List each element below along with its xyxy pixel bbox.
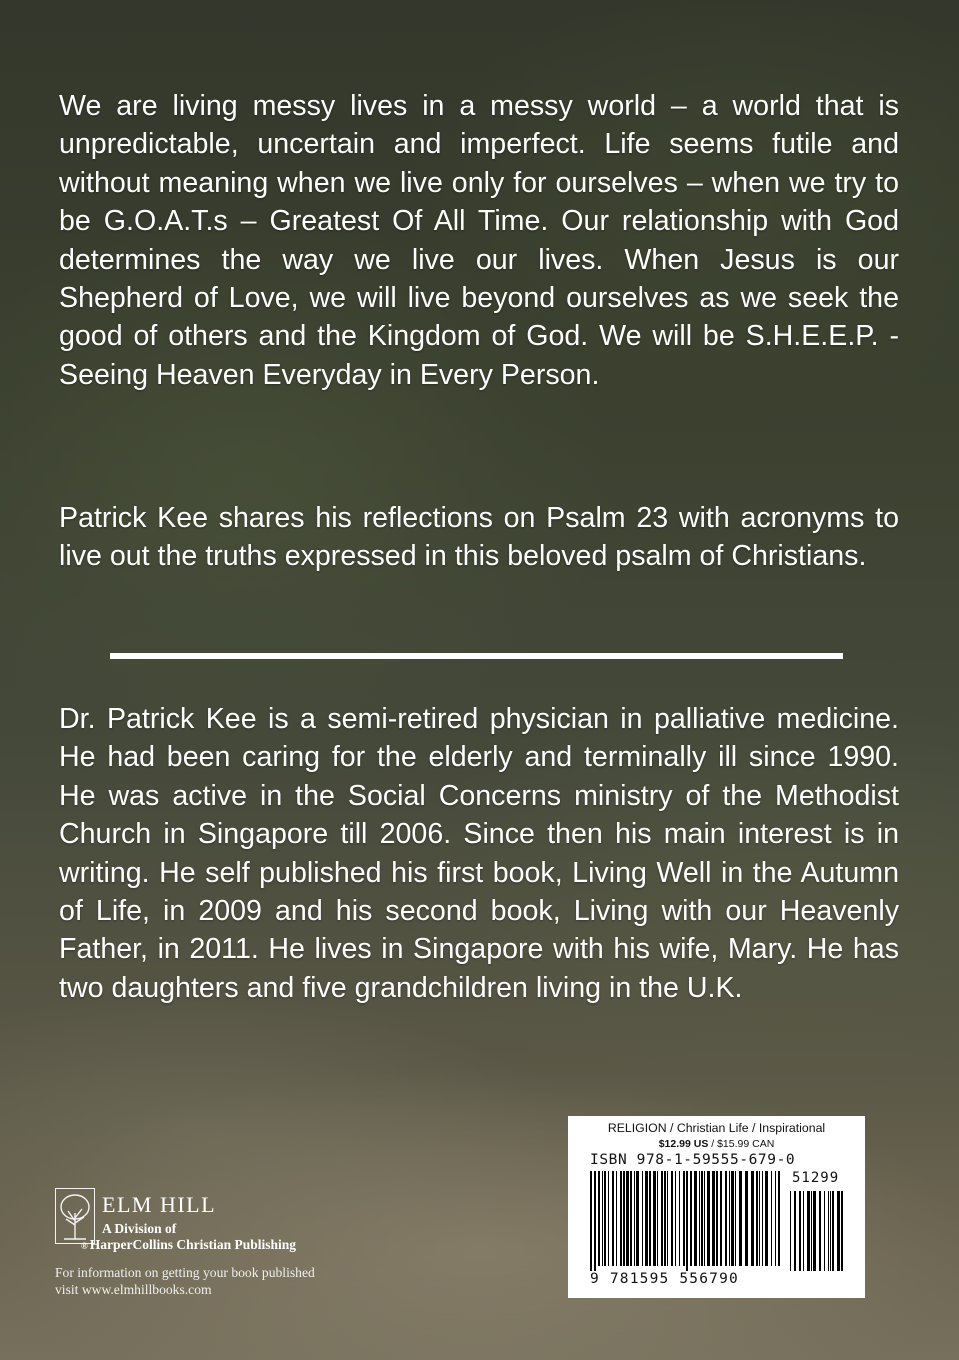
barcode-bar xyxy=(771,1171,772,1266)
barcode-bar xyxy=(756,1171,758,1266)
barcode-supplement-bar xyxy=(794,1191,796,1271)
division-line-2 xyxy=(81,1237,296,1254)
barcode-supplement-bar xyxy=(807,1191,810,1271)
barcode-bar xyxy=(630,1171,632,1266)
supplement-number: 51299 xyxy=(792,1170,840,1186)
barcode-bar xyxy=(729,1171,730,1266)
barcode-bar xyxy=(686,1171,688,1271)
barcode-bar xyxy=(701,1171,703,1266)
barcode-bar xyxy=(679,1171,680,1266)
publisher-website: visit www.elmhillbooks.com xyxy=(55,1282,212,1297)
barcode-bar xyxy=(590,1171,592,1271)
barcode-supplement-bar xyxy=(799,1191,801,1271)
barcode-bar xyxy=(602,1171,603,1266)
barcode-bar xyxy=(594,1171,596,1271)
barcode-panel xyxy=(568,1116,865,1298)
barcode-bar xyxy=(604,1171,606,1266)
barcode-bar xyxy=(634,1171,635,1266)
barcode-bar xyxy=(716,1171,718,1266)
barcode-bar xyxy=(712,1171,715,1266)
barcode-bar xyxy=(645,1171,648,1266)
barcode-supplement-bar xyxy=(841,1191,843,1271)
barcode-bar xyxy=(620,1171,622,1266)
barcode-bar xyxy=(751,1171,754,1266)
barcode-bar xyxy=(699,1171,700,1266)
barcode-supplement-bar xyxy=(828,1191,829,1271)
division-line-1: A Division of xyxy=(102,1221,177,1236)
ean-digits: 9 781595 556790 xyxy=(590,1271,739,1287)
barcode-bar xyxy=(623,1171,625,1266)
ean-barcode xyxy=(590,1171,846,1271)
barcode-bar xyxy=(707,1171,710,1266)
book-category: RELIGION / Christian Life / Inspirational xyxy=(607,1121,826,1135)
barcode-bar xyxy=(690,1171,692,1266)
price-can: $15.99 CAN xyxy=(717,1138,775,1150)
barcode-supplement-bar xyxy=(790,1191,791,1271)
barcode-bar xyxy=(725,1171,727,1266)
barcode-bar xyxy=(731,1171,734,1266)
publisher-info xyxy=(55,1264,315,1298)
publisher-name: ELM HILL xyxy=(102,1192,217,1217)
barcode-bar xyxy=(694,1171,697,1266)
barcode-bar xyxy=(657,1171,658,1266)
barcode-bar xyxy=(626,1171,629,1266)
barcode-supplement-bar xyxy=(824,1191,825,1271)
barcode-bar xyxy=(683,1171,685,1266)
barcode-supplement-bar xyxy=(837,1191,840,1271)
barcode-bar xyxy=(778,1171,780,1266)
barcode-bar xyxy=(720,1171,722,1266)
barcode-bar xyxy=(745,1171,748,1266)
barcode-supplement-bar xyxy=(811,1191,812,1271)
barcode-bar xyxy=(735,1171,736,1266)
barcode-bar xyxy=(661,1171,663,1266)
author-bio: Dr. Patrick Kee is a semi-retired physician in palliative medicine. He had been caring for the elderly and terminally ill since 1990. He was active in the Social Concerns ministry of the Methodist Church in Singapore till 2006. Since then his main interest is in writing. He self published his first book, Living Well in the Autumn of Life, in 2009 and his second book, Living with our Heavenly Father, in 2011. He lives in Singapore with his wife, Mary. He has two daughters and five grandchildren living in the U.K. xyxy=(59,703,899,1004)
barcode-bar xyxy=(671,1171,673,1266)
barcode-bar xyxy=(636,1171,639,1266)
barcode-supplement-bar xyxy=(830,1191,831,1271)
barcode-bar xyxy=(765,1171,768,1266)
barcode-bar xyxy=(612,1171,614,1266)
barcode-bar xyxy=(704,1171,705,1266)
barcode-bar xyxy=(608,1171,609,1266)
price-line xyxy=(568,1138,865,1150)
barcode-supplement-bar xyxy=(803,1191,804,1271)
publisher-info-line-1: For information on getting your book published xyxy=(55,1265,315,1280)
barcode-supplement-bar xyxy=(813,1191,816,1271)
barcode-bar xyxy=(642,1171,643,1266)
price-separator: / xyxy=(708,1138,718,1150)
registered-mark: ® xyxy=(81,1241,88,1251)
parent-company: HarperCollins Christian Publishing xyxy=(89,1237,297,1252)
publisher-division xyxy=(81,1221,296,1254)
isbn-text: ISBN 978-1-59555-679-0 xyxy=(590,1152,796,1168)
blurb-paragraph-1: We are living messy lives in a messy world – a world that is unpredictable, uncertain and imperfect. Life seems futile and without meaning when we live only for ourselves – when we try to be G.O.A.T.s – Greatest Of All Time. Our relationship with God determines the way we live our lives. When Jesus is our Shepherd of Love, we will live beyond ourselves as we seek the good of others and the Kingdom of God. We will be S.H.E.E.P. - Seeing Heaven Everyday in Every Person. xyxy=(59,90,899,391)
barcode-bar xyxy=(739,1171,742,1266)
barcode-bar xyxy=(762,1171,763,1266)
barcode-bar xyxy=(664,1171,666,1266)
barcode-supplement-bar xyxy=(832,1191,834,1271)
barcode-bar xyxy=(759,1171,760,1266)
blurb-paragraph-2: Patrick Kee shares his reflections on Psalm 23 with acronyms to live out the truths expressed in this beloved psalm of Christians. xyxy=(59,502,899,573)
price-us: $12.99 US xyxy=(658,1138,709,1150)
barcode-bar xyxy=(675,1171,676,1266)
barcode-bar xyxy=(649,1171,651,1266)
barcode-supplement-bar xyxy=(819,1191,821,1271)
barcode-bar xyxy=(616,1171,617,1266)
barcode-bar xyxy=(667,1171,668,1266)
barcode-bar xyxy=(598,1171,600,1266)
barcode-bar xyxy=(775,1171,776,1266)
section-divider xyxy=(110,653,843,659)
barcode-bar xyxy=(653,1171,656,1266)
